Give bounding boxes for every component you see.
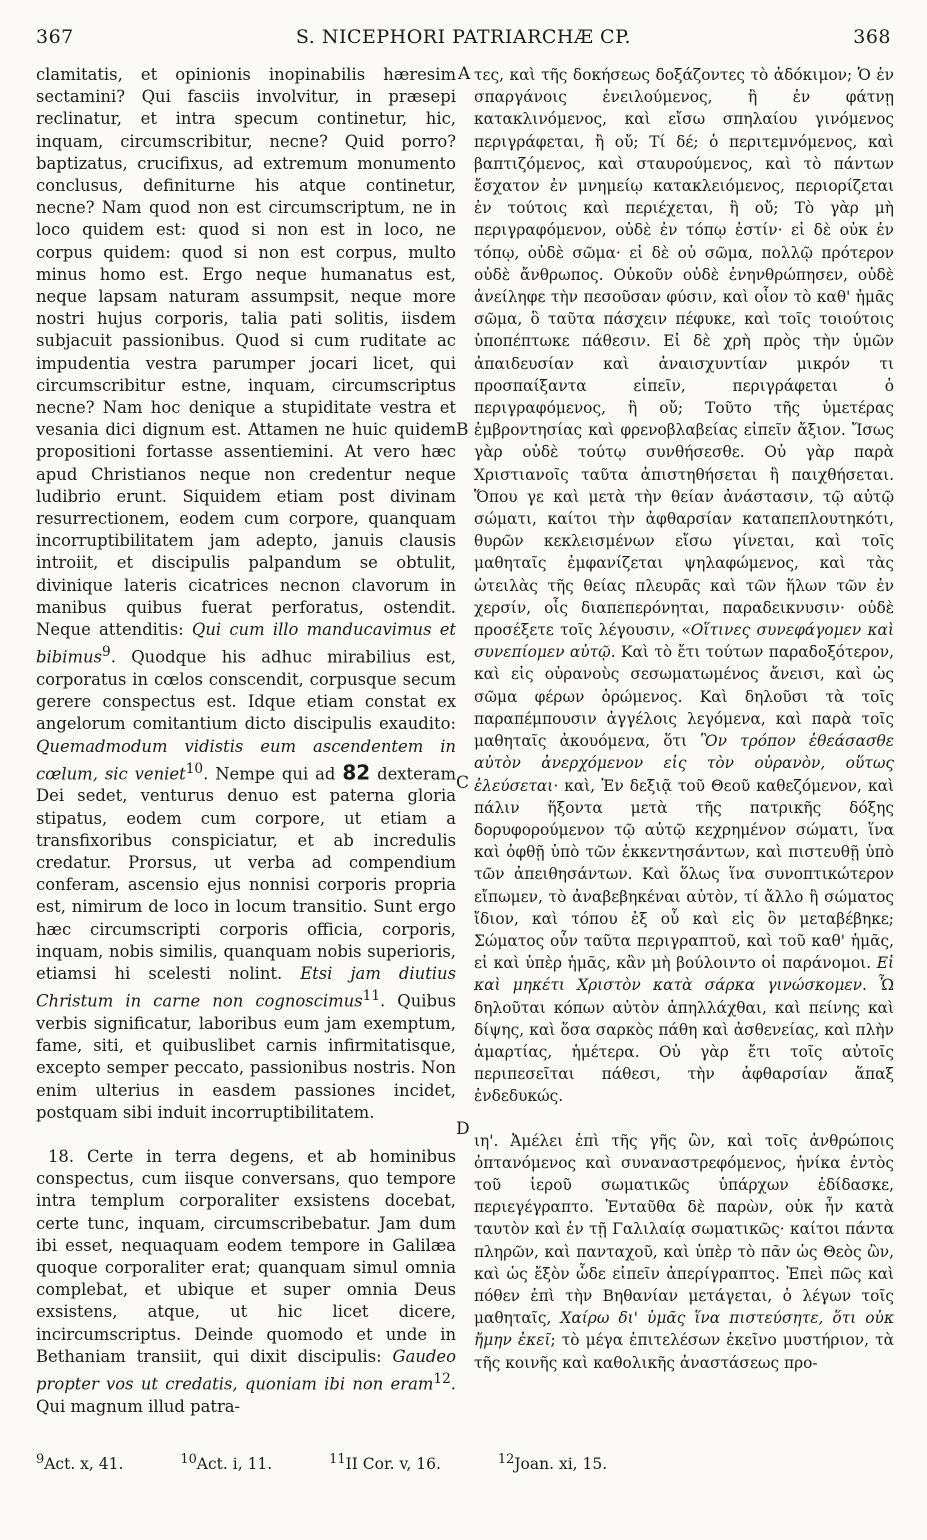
section-marker-c: C (456, 773, 470, 793)
latin-text: . Qui magnum illud patra- (36, 1374, 456, 1416)
footnote (497, 1452, 633, 1474)
footnote-ref: 12 (433, 1370, 451, 1387)
latin-text: . Quibus verbis significatur, laboribus eum jam exemptum, fame, siti, et quibuslibet carnis infirmitatisque, excepto semper peccato, passionibus nostris. Non enim ulterius in easdem passiones incidet, postquam sibi induit incorruptibilitatem. (36, 991, 456, 1122)
column-number-marker: 82 (342, 760, 371, 785)
footnote-ref: 10 (185, 760, 204, 777)
greek-text: ; τὸ μέγα ἐπιτελέσων ἐκεῖνο μυστήριον, τὰ τῆς κοινῆς καὶ καθολικῆς ἀναστάσεως προ- (474, 1331, 894, 1372)
latin-text: dexteram Dei sedet, venturus denuo est paterna gloria stipatus, eodem cum corpore, ut etiam a transfixoribus conspiciatur, et ab incredulis credatur. Prorsus, ut verba ad compendium conferam, ascensio ejus nonnisi corporis propria est, nimirum de loco in locum transitio. Sunt ergo hæc circumscripti corporis officia, corporis, inquam, nobis similis, quanquam nobis superioris, etiamsi hi scelesti nolint. (36, 764, 456, 984)
greek-text: . Καὶ τὸ ἔτι τούτων παραδοξότερον, καὶ εἰς οὐρανοὺς σεσωματωμένος ἄνεισι, καὶ ὡς σῶμα φέρων ὁρώμενος. Καὶ δηλοῦσι τὰ τοῖς παραπέμπουσιν ἀγγέλοις λεγόμενα, καὶ παρὰ τοῖς μαθηταῖς ἀκουόμενα, ὅτι (474, 643, 894, 751)
greek-text: ιη'. Ἀμέλει ἐπὶ τῆς γῆς ὢν, καὶ τοῖς ἀνθρώποις ὀπτανόμενος καὶ συναναστρεφόμενος, ἡνίκα ἐντὸς τοῦ ἱεροῦ σωματικῶς ὑπάρχων ἐδίδασκε, περιεγέγραπτο. Ἐνταῦθα δὲ παρὼν, οὐκ ἦν κατὰ ταυτὸν καὶ ἐν τῇ Γαλιλαίᾳ σωματικῶς· καίτοι πάντα πληρῶν, καὶ πανταχοῦ, καὶ ὑπὲρ τὸ πᾶν ὡς Θεὸς ὢν, καὶ ὡς ἔξὸν ὧδε εἰπεῖν ἀπερίγραπτος. Ἐπεὶ πῶς καὶ πόθεν ἐπὶ τὴν Βηθανίαν μετάγεται, ὁ λέγων τοῖς μαθηταῖς, (474, 1131, 894, 1328)
greek-text: · καὶ, Ἐν δεξιᾷ τοῦ Θεοῦ καθεζόμενον, καὶ πάλιν ἥξοντα μετὰ τῆς πατρικῆς δόξης δορυφορούμενον τῷ αὐτῷ κεχρημένον σώματι, ἵνα καὶ ὀφθῇ ὑπὸ τῶν ἐκκεντησάντων, καὶ πιστευθῇ ὑπὸ τῶν ἀπειθησάντων. Καὶ ὅλως ἵνα συνοπτικώτερον εἴπωμεν, τὸ ἀναβεβηκέναι αὐτὸν, τί ἄλλο ἢ σώματος ἴδιον, καὶ τόπου ἐξ οὗ καὶ εἰς ὃν μεταβέβηκε; Σώματος οὖν ταῦτα περιγραπτοῦ, καὶ τοῦ καθ' ἡμᾶς, εἰ καὶ ὑπὲρ ἡμᾶς, κἂν μὴ βούλοιντο οἱ παράνομοι. (474, 776, 894, 973)
latin-text: . Quodque his adhuc mirabilius est, corporatus in cœlos conscendit, corpusque secum gerere conspectus est. Idque etiam constat ex angelorum comitantium dicto discipulis exaudito: (36, 647, 456, 734)
latin-column (36, 64, 456, 1418)
greek-quote: Χαίρω δι' ὑμᾶς ἵνα πιστεύσητε, ὅτι οὐκ ἤμην ἐκεῖ (474, 1309, 895, 1350)
footnotes (36, 1452, 891, 1473)
latin-quote: Quemadmodum vidistis eum ascendentem in cœlum, sic veniet (36, 736, 456, 784)
latin-quote: Etsi jam diutius Christum in carne non cognoscimus (36, 964, 456, 1011)
section-marker-b: B (456, 420, 469, 440)
page-header (36, 26, 891, 52)
footnote-text: Act. i, 11. (196, 1455, 273, 1474)
page-number-left: 367 (36, 26, 74, 48)
section-marker-d: D (456, 1119, 470, 1139)
footnote (329, 1452, 467, 1474)
running-title: S. NICEPHORI PATRIARCHÆ CP. (295, 26, 632, 48)
greek-quote: Εἰ καὶ μηκέτι Χριστὸν κατὰ σάρκα γινώσκομεν (474, 954, 894, 995)
footnote-number: 12 (497, 1452, 515, 1467)
page-number-right: 368 (853, 26, 891, 48)
footnote (180, 1452, 298, 1474)
footnote-ref: 11 (362, 988, 381, 1005)
greek-text: τες, καὶ τῆς δοκήσεως δοξάζοντες τὸ ἀδόκιμον; Ὁ ἐν σπαργάνοις ἐνειλούμενος, ἢ ἐν φάτνῃ κατακλινόμενος, καὶ εἴσω σπηλαίου γινόμενος περιγράφεται, ἢ οὔ; Τί δέ; ὁ περιτεμνόμενος, καὶ βαπτιζόμενος, καὶ σταυρούμενος, καὶ τὸ πάντων ἔσχατον ἐν μνημείῳ κατακλειόμενος, περιορίζεται ἐν τούτοις καὶ περιέχεται, ἢ οὔ; Τὸ γὰρ μὴ περιγραφόμενον, οὐδὲ ἐν τόπῳ ἐστίν· εἰ δὲ οὐκ ἐν τόπῳ, οὐδὲ σῶμα· εἰ δὲ οὐ σῶμα, πολλῷ πρότερον οὐδὲ ἄνθρωπος. Οὐκοῦν οὐδὲ ἐνηνθρώπησεν, οὐδὲ ἀνείληφε τὴν πεσοῦσαν φύσιν, καὶ οἷον τὸ καθ' ἡμᾶς σῶμα, ὃ ταῦτα πάσχειν πέφυκε, καὶ τοῖς τοιούτοις ὑποπέπτωκε πάθεσιν. Εἰ δὲ χρὴ πρὸς τὴν ὑμῶν ἀπαιδευσίαν καὶ ἀναισχυντίαν μικρόν τι προσπαίξαντα εἰπεῖν, περιγράφεται ὁ περιγραφόμενος, ἢ οὔ; Τοῦτο τῆς ὑμετέρας ἐμβροντησίας καὶ φρενοβλαβείας εἰπεῖν ἄξιον. Ἴσως γὰρ οὐδὲ τούτῳ συνθήσεσθε. Οὐ γὰρ παρὰ Χριστιανοῖς ταῦτα ἀπιστηθήσεται ἢ παιχθήσεται. Ὅπου γε καὶ μετὰ τὴν θείαν ἀνάστασιν, τῷ αὐτῷ σώματι, καίτοι τὴν ἀφθαρσίαν καταπεπλουτηκότι, θυρῶν κεκλεισμένων εἴσω γίνεται, καὶ τοῖς μαθηταῖς ἐμφανίζεται ψηλαφώμενος, καὶ τὰς ὠτειλὰς τῆς θείας πλευρᾶς καὶ τῶν ἥλων τῶν ἐν χερσίν, οἷς διαπεπερόνηται, παραδεικνυσιν· οὐδὲ προσέξετε τοῖς λέγουσιν, « (474, 66, 894, 640)
latin-quote: Gaudeo propter vos ut credatis, quoniam ibi non eram (36, 1346, 456, 1394)
greek-quote: Ὃν τρόπον ἐθεάσασθε αὐτὸν ἀνερχόμενον εἰς τὸν οὐρανὸν, οὕτως ἐλεύσεται (474, 732, 894, 795)
latin-text: . Nempe qui ad (203, 764, 343, 784)
greek-paragraph-1 (474, 64, 894, 1108)
section-marker-a: A (458, 64, 471, 84)
latin-text: 18. Certe in terra degens, et ab hominibus conspectus, cum iisque conversans, quo tempore intra templum corporaliter exsistens docebat, certe tunc, inquam, circumscribebatur. Jam dum ibi esset, nequaquam eodem tempore in Galilæa quoque corporaliter erat; quanquam simul omnia complebat, et ubique et super omnia Deus exsistens, atque, ut hic licet dicere, incircumscriptus. Deinde quomodo et unde in Bethaniam transiit, qui dixit discipulis: (36, 1146, 456, 1366)
footnote-number: 9 (36, 1452, 45, 1467)
latin-paragraph-2 (36, 1146, 456, 1418)
greek-quote: Οἵτινες συνεφάγομεν καὶ συνεπίομεν αὐτῷ (474, 621, 894, 662)
footnote-number: 11 (329, 1452, 346, 1467)
footnote-text: II Cor. v, 16. (345, 1455, 441, 1474)
latin-quote: Qui cum illo manducavimus et bibimus (36, 620, 456, 667)
latin-paragraph-1 (36, 64, 456, 1124)
greek-column (474, 64, 894, 1374)
greek-text: . Ὧ δηλοῦται κόπων αὐτὸν ἀπηλλάχθαι, καὶ πείνης καὶ δίψης, καὶ ὅσα σαρκὸς πάθη καὶ ἀσθενείας, καὶ πλὴν ἁμαρτίας, ἡμέτερα. Οὐ γὰρ ἔτι τοῖς αὐτοῖς περιπεσεῖται πάθεσι, τὴν ἀφθαρσίαν ἅπαξ ἐνδεδυκώς. (474, 976, 895, 1106)
footnote-text: Act. x, 41. (44, 1455, 124, 1474)
latin-text: clamitatis, et opinionis inopinabilis hæresim sectamini? Qui fasciis involvitur, in præsepi reclinatur, et intra specum continetur, hic, inquam, circumscribitur, necne? Quid porro? baptizatus, crucifixus, ad extremum monumento conclusus, definiturne his atque continetur, necne? Nam quod non est circumscriptum, ne in loco quidem est: quod si non est in loco, ne corpus quidem: quod si non est corpus, multo minus homo est. Ergo neque humanatus est, neque lapsam naturam assumpsit, neque more nostri hujus corporis, talia pati solitis, iisdem subjacuit passionibus. Quod si cum ruditate ac impudentia vestra parumper jocari licet, qui circumscribitur estne, inquam, circumscriptus necne? Nam hoc denique a stupiditate vestra et vesania dici dignum est. Attamen ne huic quidem propositioni fortasse assentiemini. At vero hæc apud Christianos neque non credentur neque ludibrio erunt. Siquidem etiam post divinam resurrectionem, eodem cum corpore, quanquam incorruptibilitatem jam adepto, januis clausis introiit, et discipulis palpandum se obtulit, divinique lateris cicatrices necnon clavorum in manibus quibus fuerat perforatus, ostendit. Neque attenditis: (36, 65, 456, 640)
footnote-text: Joan. xi, 15. (514, 1455, 608, 1474)
footnote-number: 10 (180, 1452, 197, 1467)
greek-paragraph-2 (474, 1130, 894, 1374)
footnote-ref: 9 (101, 644, 111, 661)
footnote (36, 1452, 149, 1474)
